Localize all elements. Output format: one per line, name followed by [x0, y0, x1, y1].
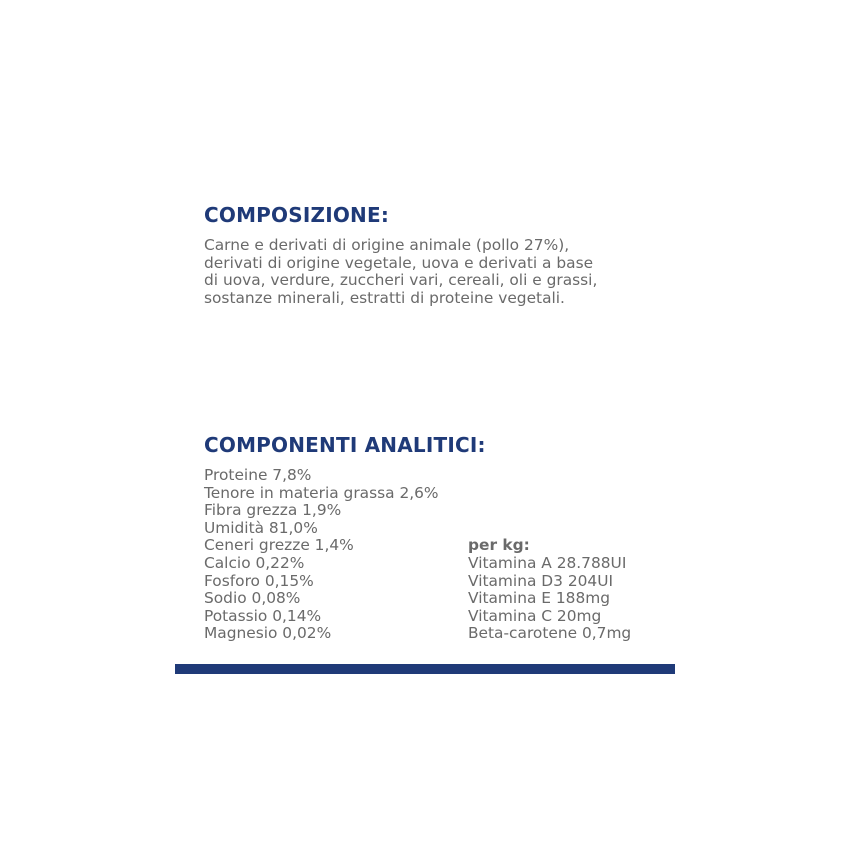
composizione-line: sostanze minerali, estratti di proteine vegetali.: [204, 288, 565, 307]
componenti-analitici-heading: COMPONENTI ANALITICI:: [204, 433, 486, 457]
composizione-line: derivati di origine vegetale, uova e derivati a base: [204, 253, 594, 272]
list-item: Vitamina E 188mg: [468, 589, 611, 608]
list-item: Vitamina D3 204UI: [468, 571, 613, 590]
composizione-text: [204, 237, 597, 307]
composizione-heading: COMPOSIZIONE:: [204, 203, 390, 227]
per-kg-list: [468, 537, 631, 643]
list-item: Vitamina C 20mg: [468, 606, 602, 625]
list-item: Calcio 0,22%: [204, 553, 305, 572]
list-item: Magnesio 0,02%: [204, 624, 332, 643]
list-item: Umidità 81,0%: [204, 518, 318, 537]
list-item: Beta-carotene 0,7mg: [468, 624, 632, 643]
list-item: Tenore in materia grassa 2,6%: [204, 483, 439, 502]
analytical-components-list: [204, 467, 439, 643]
list-item: Potassio 0,14%: [204, 606, 322, 625]
list-item: Fibra grezza 1,9%: [204, 501, 342, 520]
composizione-line: di uova, verdure, zuccheri vari, cereali, oli e grassi,: [204, 271, 598, 289]
bottom-divider: [175, 664, 675, 674]
list-item: Vitamina A 28.788UI: [468, 553, 627, 572]
list-item: Ceneri grezze 1,4%: [204, 536, 354, 555]
list-item: Proteine 7,8%: [204, 466, 312, 484]
composizione-line: Carne e derivati di origine animale (pollo 27%),: [204, 236, 570, 254]
list-item: Sodio 0,08%: [204, 589, 301, 608]
per-kg-label: per kg:: [468, 536, 530, 555]
list-item: Fosforo 0,15%: [204, 571, 314, 590]
